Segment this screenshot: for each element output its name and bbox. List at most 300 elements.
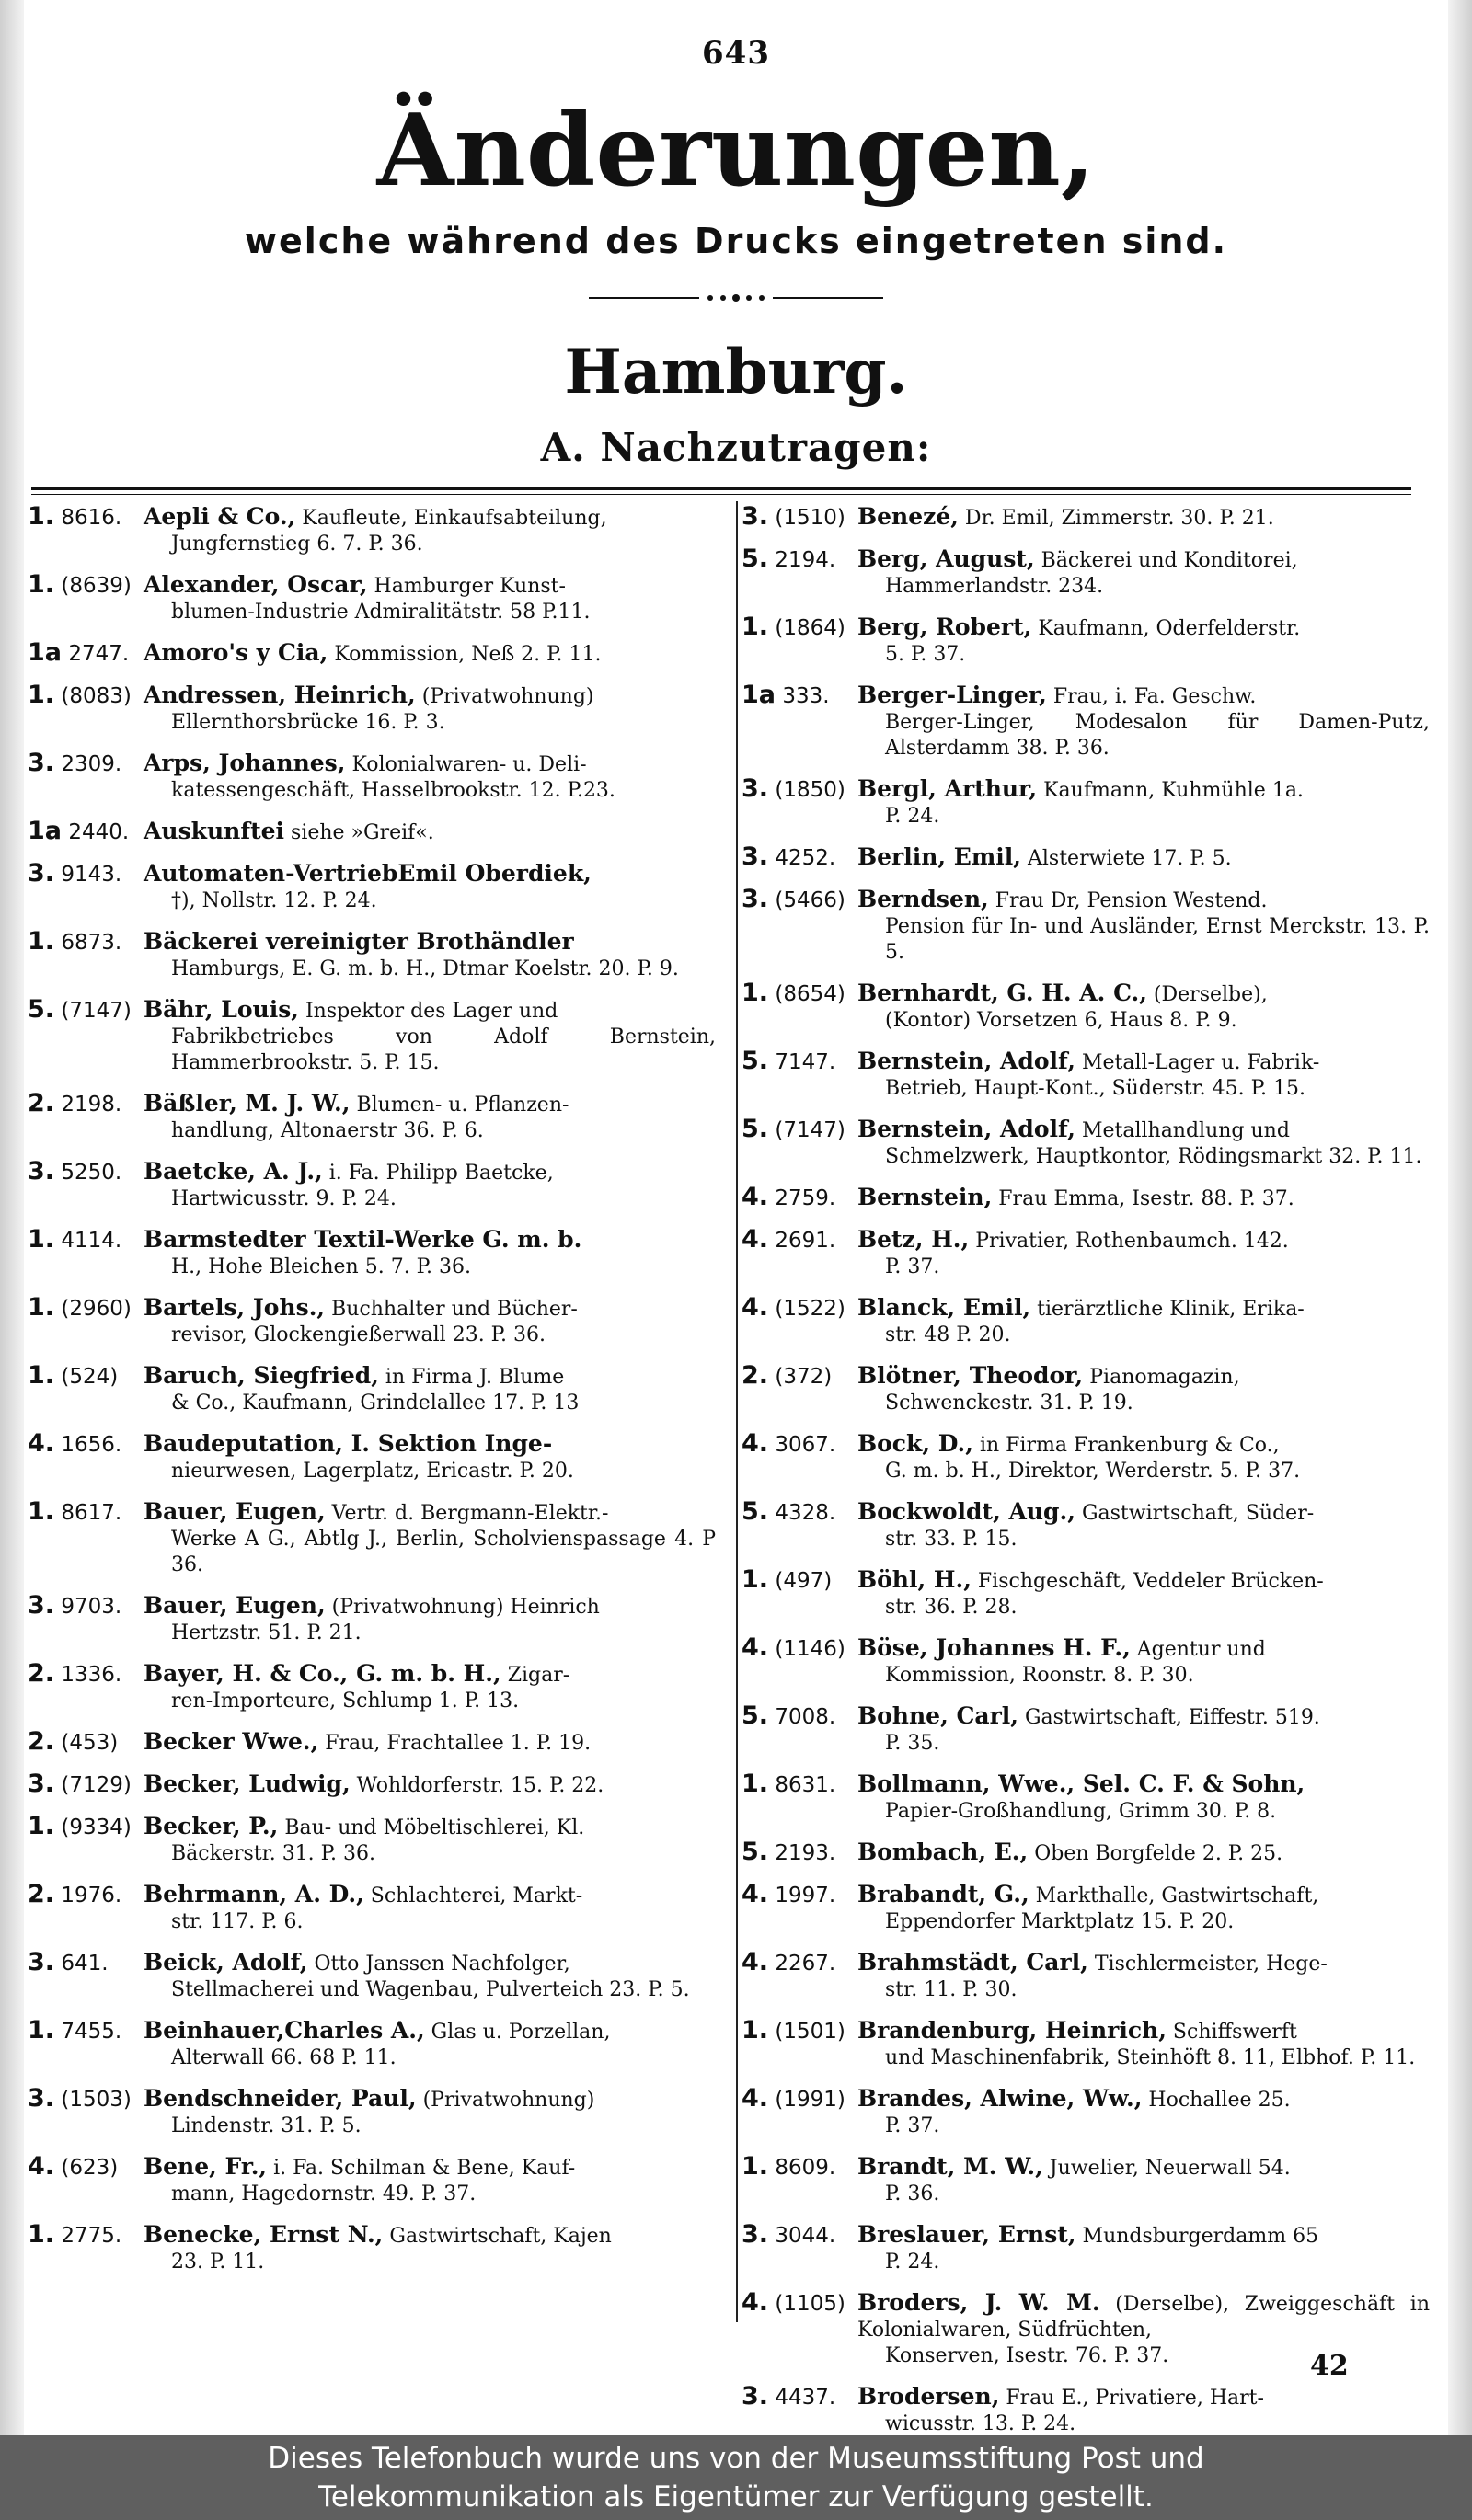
- entry-text: [857, 887, 1430, 966]
- entry-details: (Privatwohnung): [416, 2089, 595, 2112]
- exchange-code: 2.: [28, 1880, 55, 1908]
- entry-details: i. Fa. Philipp Baetcke,: [322, 1162, 554, 1185]
- exchange-code: 1.: [28, 1812, 55, 1840]
- list-item: [28, 819, 716, 846]
- exchange-number: [742, 1950, 852, 1976]
- exchange-code: 1.: [742, 979, 769, 1007]
- exchange-number: [28, 1227, 138, 1254]
- exchange-number: [28, 2222, 138, 2249]
- phone-number: 6873.: [61, 931, 122, 955]
- entry-text: [857, 2086, 1430, 2139]
- entry-continuation: Schmelzwerk, Hauptkontor, Rödingsmarkt 32. P. 11.: [885, 1145, 1422, 1168]
- exchange-code: 1.: [742, 1770, 769, 1798]
- entry-name: Blötner, Theodor,: [857, 1362, 1084, 1389]
- exchange-number: [742, 546, 852, 573]
- entry-details: Kolonialwaren- u. Deli-: [345, 753, 587, 776]
- exchange-code: 3.: [742, 774, 769, 803]
- exchange-number: [28, 682, 138, 709]
- exchange-code: 3.: [742, 2382, 769, 2411]
- entry-continuation: und Maschinenfabrik, Steinhöft 8. 11, Elbhof. P. 11.: [885, 2046, 1416, 2069]
- exchange-number: [742, 1185, 852, 1211]
- entry-continuation: Schwenckestr. 31. P. 19.: [885, 1392, 1133, 1415]
- exchange-code: 1a: [28, 817, 63, 845]
- entry-text: [144, 1363, 716, 1416]
- entry-text: [857, 980, 1430, 1034]
- entry-details: Kaufleute, Einkaufsabteilung,: [295, 507, 607, 530]
- entry-name: Brodersen,: [857, 2383, 1000, 2410]
- entry-name: Bollmann, Wwe., Sel. C. F. & Sohn,: [857, 1770, 1305, 1797]
- entry-name: Bendschneider, Paul,: [144, 2085, 417, 2112]
- entry-continuation: Hamburgs, E. G. m. b. H., Dtmar Koelstr. 20. P. 9.: [171, 957, 679, 980]
- exchange-number: [28, 1159, 138, 1186]
- entry-name: Bernstein,: [857, 1184, 993, 1210]
- entry-continuation: Ellernthorsbrücke 16. P. 3.: [171, 711, 445, 734]
- list-item: [28, 682, 716, 736]
- entry-continuation: str. 11. P. 30.: [885, 1978, 1018, 2001]
- phone-number: (1850): [775, 778, 845, 802]
- entry-details: Privatier, Rothenbaumch. 142.: [969, 1230, 1289, 1253]
- city-heading: Hamburg.: [564, 336, 908, 407]
- entry-continuation: Hartwicusstr. 9. P. 24.: [171, 1187, 397, 1210]
- exchange-code: 5.: [742, 1047, 769, 1075]
- exchange-code: 1.: [28, 2016, 55, 2045]
- entry-details: Metall-Lager u. Fabrik-: [1075, 1051, 1320, 1074]
- entry-text: [857, 1771, 1430, 1825]
- entry-details: Metallhandlung und: [1075, 1119, 1290, 1142]
- phone-number: 2747.: [68, 642, 130, 666]
- entry-details: Buchhalter und Bücher-: [325, 1298, 578, 1321]
- entry-name: Brandes, Alwine, Ww.,: [857, 2085, 1143, 2112]
- phone-number: 1976.: [61, 1884, 122, 1907]
- exchange-number: [742, 776, 852, 803]
- page-marker: 42: [1310, 2350, 1349, 2382]
- entry-text: [144, 997, 716, 1076]
- entry-name: Berg, Robert,: [857, 613, 1032, 640]
- entry-details: Pianomagazin,: [1083, 1366, 1240, 1389]
- exchange-code: 3.: [742, 502, 769, 531]
- list-item: [742, 1363, 1430, 1416]
- entry-continuation: †), Nollstr. 12. P. 24.: [171, 889, 377, 912]
- entry-details: in Firma Frankenburg & Co.,: [972, 1434, 1280, 1457]
- entry-text: [857, 546, 1430, 600]
- phone-number: (8654): [775, 982, 845, 1006]
- phone-number: (623): [61, 2156, 119, 2180]
- entry-name: Beick, Adolf,: [144, 1949, 308, 1976]
- entry-text: [144, 1950, 716, 2003]
- entry-text: [144, 2086, 716, 2139]
- phone-number: 9143.: [61, 863, 122, 887]
- exchange-number: [742, 614, 852, 641]
- entry-continuation: 23. P. 11.: [171, 2251, 265, 2274]
- exchange-number: [28, 1729, 138, 1756]
- exchange-code: 4.: [742, 2084, 769, 2113]
- exchange-number: [28, 1499, 138, 1526]
- exchange-code: 2.: [28, 1659, 55, 1688]
- phone-number: (1501): [775, 2020, 845, 2044]
- exchange-code: 2.: [742, 1361, 769, 1390]
- exchange-number: [742, 1048, 852, 1075]
- caption: [0, 2439, 1472, 2516]
- phone-number: 8617.: [61, 1501, 122, 1525]
- entry-name: Betz, H.,: [857, 1226, 970, 1253]
- exchange-code: 1a: [28, 638, 63, 667]
- list-item: [28, 1431, 716, 1484]
- entry-continuation: ren-Importeure, Schlump 1. P. 13.: [171, 1690, 520, 1712]
- entry-details: Kommission, Neß 2. P. 11.: [328, 643, 602, 666]
- entry-details: Hochallee 25.: [1142, 2089, 1291, 2112]
- exchange-number: [28, 997, 138, 1024]
- entry-continuation: Jungfernstieg 6. 7. P. 36.: [171, 533, 423, 556]
- column-divider: [736, 501, 738, 2322]
- exchange-number: [742, 1295, 852, 1322]
- entry-name: Bernstein, Adolf,: [857, 1116, 1075, 1142]
- entry-details: Fischgeschäft, Veddeler Brücken-: [971, 1570, 1324, 1593]
- list-item: [28, 2018, 716, 2071]
- left-column: [28, 504, 716, 2290]
- exchange-code: 3.: [742, 842, 769, 871]
- phone-number: (7129): [61, 1773, 132, 1797]
- entry-continuation: Werke A G., Abtlg J., Berlin, Scholvienspassage 4. P 36.: [171, 1528, 716, 1576]
- entry-continuation: P. 24.: [885, 805, 940, 828]
- exchange-number: [742, 1771, 852, 1798]
- list-item: [742, 776, 1430, 830]
- entry-continuation: katessengeschäft, Hasselbrookstr. 12. P.23.: [171, 779, 615, 802]
- entry-details: Gastwirtschaft, Süder-: [1075, 1502, 1315, 1525]
- phone-number: 8609.: [775, 2156, 836, 2180]
- exchange-code: 4.: [742, 1880, 769, 1908]
- exchange-code: 4.: [742, 1225, 769, 1254]
- entry-text: [857, 1185, 1430, 1212]
- entry-name: Berndsen,: [857, 886, 989, 912]
- entry-continuation: handlung, Altonaerstr 36. P. 6.: [171, 1119, 484, 1142]
- list-item: [742, 2086, 1430, 2139]
- entry-continuation: Hertzstr. 51. P. 21.: [171, 1621, 362, 1644]
- page-title: Änderungen,: [376, 93, 1096, 209]
- entry-name: Breslauer, Ernst,: [857, 2221, 1076, 2248]
- exchange-code: 4.: [742, 2288, 769, 2317]
- entry-text: [144, 861, 716, 914]
- entry-name: Auskunftei: [144, 818, 285, 844]
- entry-text: [144, 640, 716, 668]
- entry-text: [144, 1593, 716, 1646]
- exchange-number: [28, 1593, 138, 1620]
- exchange-code: 3.: [28, 1157, 55, 1186]
- entry-name: Broders, J. W. M.: [857, 2289, 1100, 2316]
- entry-text: [144, 682, 716, 736]
- entry-details: Frau, Frachtallee 1. P. 19.: [318, 1732, 592, 1755]
- entry-text: [144, 2018, 716, 2071]
- entry-name: Bäckerei vereinigter Brothändler: [144, 928, 574, 955]
- entry-details: Kaufmann, Oderfelderstr.: [1031, 617, 1301, 640]
- exchange-number: [742, 2384, 852, 2411]
- entry-details: Dr. Emil, Zimmerstr. 30. P. 21.: [958, 507, 1274, 530]
- exchange-code: 4.: [28, 1429, 55, 1458]
- exchange-code: 3.: [28, 1770, 55, 1798]
- entry-name: Andressen, Heinrich,: [144, 682, 416, 708]
- exchange-number: [742, 1567, 852, 1594]
- phone-number: (1991): [775, 2088, 845, 2112]
- entry-text: [144, 929, 716, 982]
- entry-details: Gastwirtschaft, Eiffestr. 519.: [1018, 1706, 1320, 1729]
- entry-details: Bau- und Möbeltischlerei, Kl.: [278, 1816, 585, 1839]
- phone-number: 2775.: [61, 2224, 122, 2248]
- entry-name: Berlin, Emil,: [857, 843, 1021, 870]
- list-item: [28, 1950, 716, 2003]
- phone-number: 8616.: [61, 506, 122, 530]
- entry-details: Inspektor des Lager und: [298, 1000, 558, 1023]
- entry-details: Vertr. d. Bergmann-Elektr.-: [325, 1502, 609, 1525]
- entry-details: Kaufmann, Kuhmühle 1a.: [1037, 779, 1304, 802]
- entry-name: Brahmstädt, Carl,: [857, 1949, 1088, 1976]
- exchange-number: [28, 1091, 138, 1117]
- exchange-code: 5.: [742, 1838, 769, 1866]
- exchange-number: [742, 1703, 852, 1730]
- entry-continuation: P. 37.: [885, 2114, 940, 2137]
- exchange-code: 4.: [742, 1293, 769, 1322]
- exchange-code: 5.: [742, 1701, 769, 1730]
- entry-continuation: P. 36.: [885, 2182, 940, 2205]
- exchange-code: 3.: [28, 2084, 55, 2113]
- phone-number: 5250.: [61, 1161, 122, 1185]
- entry-continuation: Hammerlandstr. 234.: [885, 575, 1104, 598]
- exchange-number: [28, 2154, 138, 2181]
- exchange-number: [28, 1814, 138, 1840]
- entry-details: Hamburger Kunst-: [367, 575, 566, 598]
- entry-details: i. Fa. Schilman & Bene, Kauf-: [267, 2157, 576, 2180]
- entry-details: Tischlermeister, Hege-: [1087, 1953, 1328, 1976]
- entry-name: Brandt, M. W.,: [857, 2153, 1043, 2180]
- entry-name: Bäßler, M. J. W.,: [144, 1090, 351, 1117]
- list-item: [742, 1567, 1430, 1621]
- list-item: [28, 997, 716, 1076]
- phone-number: 2198.: [61, 1093, 122, 1117]
- exchange-code: 1.: [742, 613, 769, 641]
- entry-text: [857, 1499, 1430, 1552]
- list-item: [28, 640, 716, 668]
- list-item: [742, 1839, 1430, 1867]
- exchange-number: [742, 1117, 852, 1143]
- phone-number: 2691.: [775, 1229, 836, 1253]
- exchange-code: 1.: [28, 1293, 55, 1322]
- phone-number: 1656.: [61, 1433, 122, 1457]
- entry-continuation: Pension für In- und Ausländer, Ernst Merckstr. 13. P. 5.: [885, 915, 1430, 964]
- entry-text: [144, 750, 716, 804]
- entry-name: Bergl, Arthur,: [857, 775, 1038, 802]
- list-item: [28, 1661, 716, 1714]
- entry-name: Bene, Fr.,: [144, 2153, 268, 2180]
- list-item: [28, 1593, 716, 1646]
- entry-text: [857, 1882, 1430, 1935]
- entry-details: Juwelier, Neuerwall 54.: [1042, 2157, 1291, 2180]
- entry-name: Barmstedter Textil-Werke G. m. b.: [144, 1226, 582, 1253]
- entry-continuation: Konserven, Isestr. 76. P. 37.: [885, 2344, 1169, 2367]
- phone-number: 333.: [782, 684, 830, 708]
- entry-text: [144, 2154, 716, 2207]
- list-item: [742, 1771, 1430, 1825]
- phone-number: 4252.: [775, 846, 836, 870]
- list-item: [742, 2154, 1430, 2207]
- entry-name: Bartels, Johs.,: [144, 1294, 326, 1321]
- entry-name: Bayer, H. & Co., G. m. b. H.,: [144, 1660, 501, 1687]
- list-item: [28, 2154, 716, 2207]
- exchange-number: [742, 1635, 852, 1662]
- entry-name: Benecke, Ernst N.,: [144, 2221, 384, 2248]
- list-item: [28, 1882, 716, 1935]
- entry-details: Frau, i. Fa. Geschw.: [1046, 685, 1257, 708]
- exchange-number: [28, 1431, 138, 1458]
- entry-continuation: P. 24.: [885, 2251, 940, 2274]
- exchange-number: [742, 504, 852, 531]
- entry-text: [144, 1499, 716, 1578]
- exchange-code: 2.: [28, 1089, 55, 1117]
- list-item: [28, 572, 716, 625]
- phone-number: 641.: [61, 1952, 109, 1976]
- entry-name: Bohne, Carl,: [857, 1702, 1018, 1729]
- phone-number: 2267.: [775, 1952, 836, 1976]
- phone-number: 2194.: [775, 548, 836, 572]
- phone-number: 8631.: [775, 1773, 836, 1797]
- list-item: [28, 929, 716, 982]
- entry-text: [857, 1431, 1430, 1484]
- exchange-code: 1.: [28, 502, 55, 531]
- entry-details: Agentur und: [1130, 1638, 1266, 1661]
- exchange-code: 3.: [28, 749, 55, 777]
- entry-name: Bähr, Louis,: [144, 996, 299, 1023]
- phone-number: (1105): [775, 2292, 845, 2316]
- caption-line-1: Dieses Telefonbuch wurde uns von der Museumsstiftung Post und: [268, 2442, 1204, 2475]
- entry-continuation: Lindenstr. 31. P. 5.: [171, 2114, 362, 2137]
- exchange-number: [742, 1431, 852, 1458]
- exchange-number: [742, 1499, 852, 1526]
- exchange-number: [28, 861, 138, 888]
- phone-number: (372): [775, 1365, 833, 1389]
- entry-text: [144, 2222, 716, 2275]
- entry-text: [144, 1661, 716, 1714]
- entry-name: Baetcke, A. J.,: [144, 1158, 323, 1185]
- exchange-number: [28, 2086, 138, 2113]
- list-item: [742, 844, 1430, 872]
- phone-number: (7147): [775, 1118, 845, 1142]
- exchange-code: 4.: [28, 2152, 55, 2181]
- entry-continuation: Fabrikbetriebes von Adolf Bernstein, Hammerbrookstr. 5. P. 15.: [171, 1025, 716, 1074]
- entry-text: [857, 614, 1430, 668]
- entry-name: Behrmann, A. D.,: [144, 1881, 364, 1907]
- entry-continuation: str. 33. P. 15.: [885, 1528, 1018, 1551]
- entry-continuation: Berger-Linger, Modesalon für Damen-Putz, Alsterdamm 38. P. 36.: [885, 711, 1430, 760]
- phone-number: 2193.: [775, 1841, 836, 1865]
- entry-name: Bernstein, Adolf,: [857, 1048, 1075, 1074]
- entry-name: Böhl, H.,: [857, 1566, 972, 1593]
- exchange-code: 1.: [28, 681, 55, 709]
- list-item: [28, 1295, 716, 1348]
- phone-number: 7008.: [775, 1705, 836, 1729]
- entry-continuation: G. m. b. H., Direktor, Werderstr. 5. P. 37.: [885, 1460, 1301, 1483]
- phone-number: 1997.: [775, 1884, 836, 1907]
- list-item: [742, 2222, 1430, 2275]
- entry-details: (Derselbe), Zweiggeschäft in Kolonialwaren, Südfrüchten,: [857, 2293, 1430, 2342]
- exchange-code: 3.: [28, 1591, 55, 1620]
- entry-details: Otto Janssen Nachfolger,: [307, 1953, 570, 1976]
- list-item: [28, 1771, 716, 1799]
- phone-number: (1146): [775, 1637, 845, 1661]
- phone-number: 4437.: [775, 2386, 836, 2410]
- entry-details: (Privatwohnung) Heinrich: [325, 1596, 600, 1619]
- list-item: [28, 861, 716, 914]
- exchange-number: [28, 572, 138, 599]
- exchange-number: [742, 1363, 852, 1390]
- entry-text: [857, 1635, 1430, 1689]
- entry-details: Glas u. Porzellan,: [424, 2021, 611, 2044]
- exchange-code: 4.: [742, 1429, 769, 1458]
- entry-name: Bauer, Eugen,: [144, 1592, 326, 1619]
- exchange-code: 1.: [742, 2016, 769, 2045]
- entry-details: Alsterwiete 17. P. 5.: [1021, 847, 1232, 870]
- entry-details: Wohldorferstr. 15. P. 22.: [350, 1774, 604, 1797]
- entry-continuation: Eppendorfer Marktplatz 15. P. 20.: [885, 1910, 1235, 1933]
- entry-continuation: Bäckerstr. 31. P. 36.: [171, 1842, 375, 1865]
- list-item: [742, 887, 1430, 966]
- entry-continuation: Kommission, Roonstr. 8. P. 30.: [885, 1664, 1194, 1687]
- entry-details: (Derselbe),: [1146, 983, 1268, 1006]
- entry-name: Beinhauer,Charles A.,: [144, 2017, 425, 2044]
- entry-text: [144, 819, 716, 846]
- exchange-code: 1.: [28, 1225, 55, 1254]
- list-item: [28, 750, 716, 804]
- list-item: [742, 1295, 1430, 1348]
- phone-number: (1864): [775, 616, 845, 640]
- right-column: [742, 504, 1430, 2435]
- exchange-code: 5.: [742, 544, 769, 573]
- entry-name: Aepli & Co.,: [144, 503, 296, 530]
- phone-number: (7147): [61, 999, 132, 1023]
- entry-details: Frau Dr, Pension Westend.: [988, 889, 1268, 912]
- list-item: [28, 1363, 716, 1416]
- page-number: 643: [702, 35, 770, 72]
- exchange-code: 2.: [28, 1727, 55, 1756]
- entry-continuation: mann, Hagedornstr. 49. P. 37.: [171, 2182, 477, 2205]
- entry-name: Bauer, Eugen,: [144, 1498, 326, 1525]
- exchange-number: [28, 504, 138, 531]
- entry-text: [144, 1159, 716, 1212]
- exchange-code: 1.: [28, 1497, 55, 1526]
- entry-text: [144, 1814, 716, 1867]
- phone-number: (1522): [775, 1297, 845, 1321]
- phone-number: 7455.: [61, 2020, 122, 2044]
- entry-name: Berg, August,: [857, 545, 1035, 572]
- entry-text: [144, 572, 716, 625]
- entry-text: [857, 1048, 1430, 1102]
- entry-details: Blumen- u. Pflanzen-: [350, 1094, 569, 1117]
- entry-continuation: (Kontor) Vorsetzen 6, Haus 8. P. 9.: [885, 1009, 1237, 1032]
- entry-details: Oben Borgfelde 2. P. 25.: [1028, 1842, 1283, 1865]
- entry-name: Berger-Linger,: [857, 682, 1047, 708]
- exchange-code: 1.: [28, 1361, 55, 1390]
- entry-text: [857, 1363, 1430, 1416]
- entry-continuation: 5. P. 37.: [885, 643, 966, 666]
- exchange-number: [742, 1227, 852, 1254]
- phone-number: 2440.: [68, 820, 130, 844]
- exchange-code: 5.: [742, 1497, 769, 1526]
- entry-details: Bäckerei und Konditorei,: [1034, 549, 1298, 572]
- exchange-number: [28, 1950, 138, 1976]
- entry-text: [857, 2018, 1430, 2071]
- entry-continuation: revisor, Glockengießerwall 23. P. 36.: [171, 1323, 546, 1346]
- entry-text: [857, 844, 1430, 872]
- entry-name: Blanck, Emil,: [857, 1294, 1031, 1321]
- entry-name: Bernhardt, G. H. A. C.,: [857, 979, 1147, 1006]
- entry-text: [144, 1729, 716, 1757]
- phone-number: 2759.: [775, 1186, 836, 1210]
